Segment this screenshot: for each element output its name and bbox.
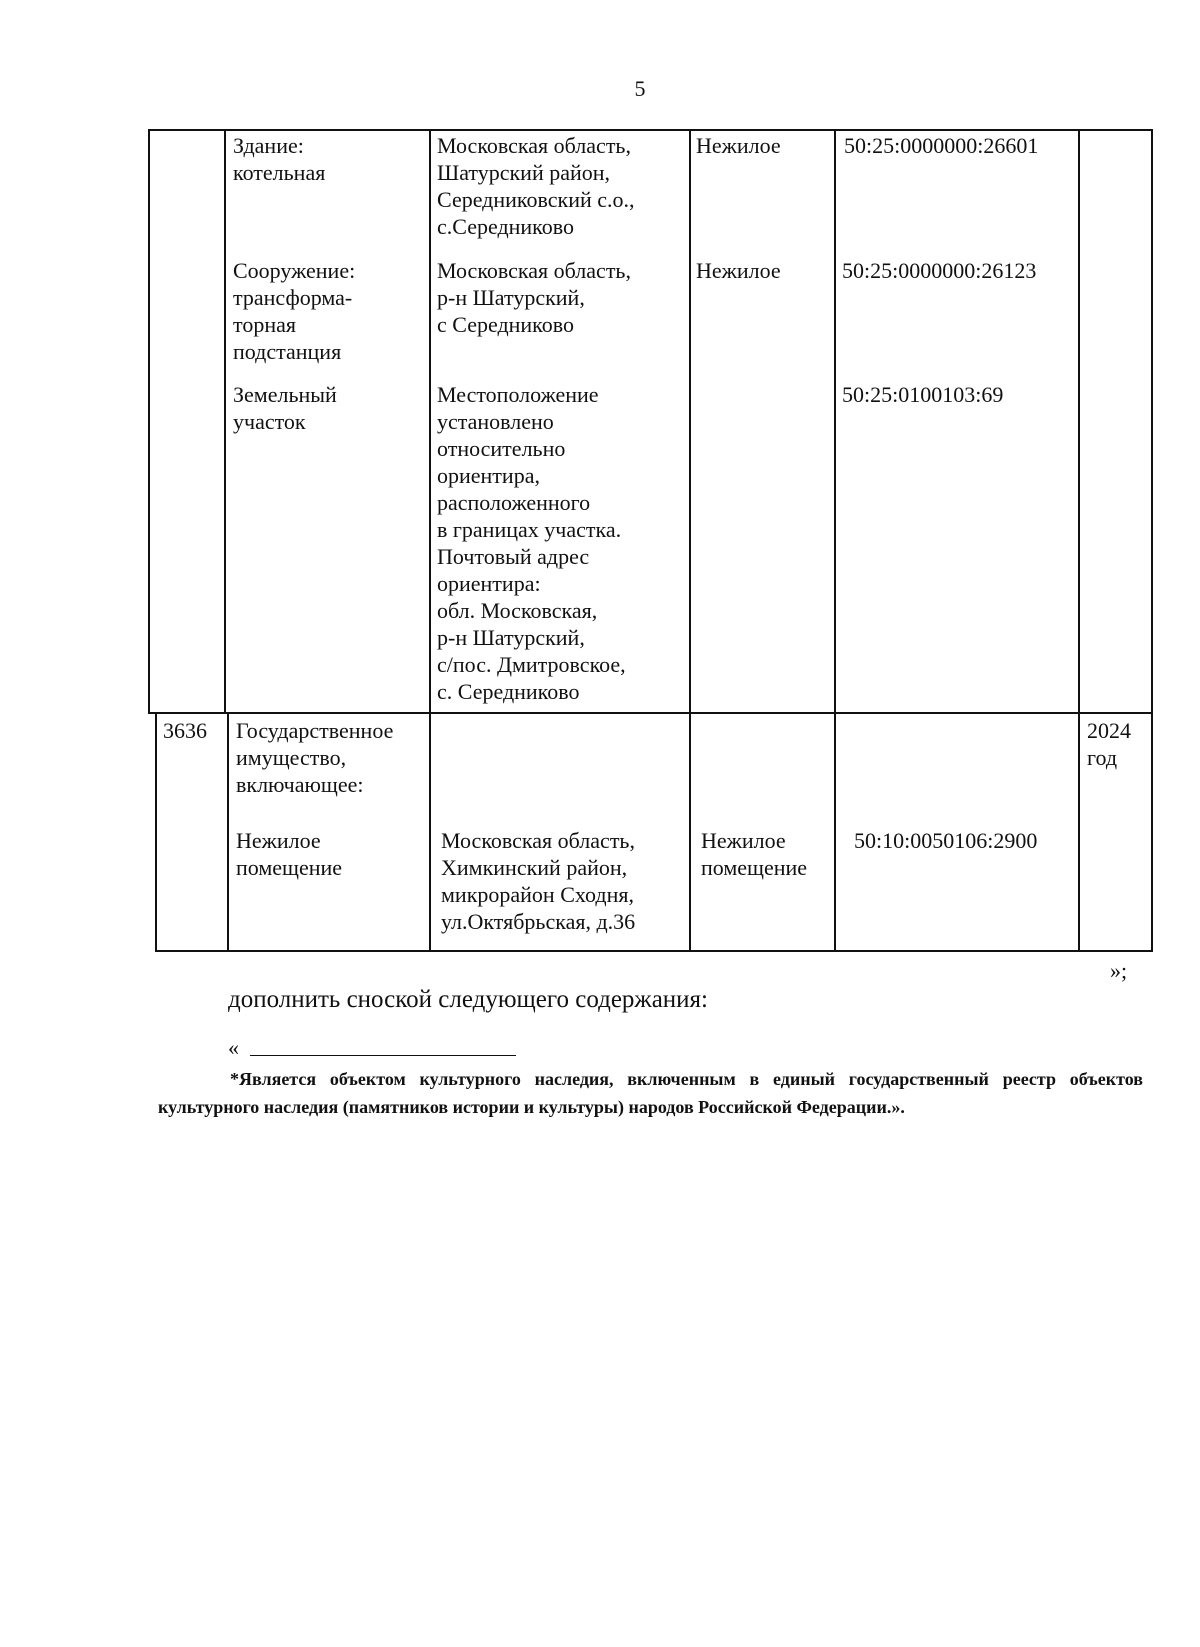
intro-text: дополнить сноской следующего содержания: [228, 986, 709, 1013]
item-cadastral-number: 50:25:0000000:26123 [842, 258, 1037, 283]
column-divider [148, 129, 150, 714]
item-name: Сооружение: трансформа- торная подстанция [233, 258, 356, 364]
item-cadastral-number: 50:10:0050106:2900 [854, 828, 1038, 853]
item-cadastral-number: 50:25:0000000:26601 [844, 133, 1039, 158]
column-divider [227, 712, 229, 952]
item-name: Земельный участок [233, 382, 337, 434]
item-name: Здание: котельная [233, 133, 326, 185]
footnote-rule [250, 1055, 516, 1056]
row-number: 3636 [163, 718, 207, 743]
column-divider [1078, 129, 1080, 952]
item-address: Московская область, Химкинский район, микрорайон Сходня, ул.Октябрьская, д.36 [441, 828, 636, 934]
item-cadastral-number: 50:25:0100103:69 [842, 382, 1004, 407]
item-address: Московская область, Шатурский район, Середниковский с.о., с.Середниково [437, 133, 635, 239]
column-divider [689, 129, 691, 952]
table-top-border [148, 129, 1153, 131]
column-divider [155, 712, 157, 952]
page-number: 5 [634, 76, 646, 101]
row-divider [148, 712, 1153, 714]
column-divider [1151, 129, 1153, 952]
column-divider [224, 129, 226, 714]
open-quote: « [228, 1035, 239, 1060]
item-address: Местоположение установлено относительно ориентира, расположенного в границах участка. Почтовый адрес ориентира: обл. Московская, р-н Шатурский, с/пос. Дмитровское, с. Середниково [437, 382, 626, 704]
column-divider [834, 129, 836, 952]
closing-quote: »; [1110, 958, 1128, 983]
item-purpose: Нежилое [696, 258, 781, 283]
footnote-text: *Является объектом культурного наследия, включенным в единый государственный реестр объектов культурного наследия (памятников истории и культуры) народов Российской Федерации.». [158, 1069, 1143, 1117]
row-header: Государственное имущество, включающее: [236, 718, 394, 797]
item-purpose: Нежилое помещение [701, 828, 808, 880]
table-bottom-border [155, 950, 1153, 952]
row-year: 2024 год [1087, 718, 1131, 770]
column-divider [429, 129, 431, 952]
item-name: Нежилое помещение [236, 828, 343, 880]
item-purpose: Нежилое [696, 133, 781, 158]
item-address: Московская область, р-н Шатурский, с Середниково [437, 258, 631, 337]
